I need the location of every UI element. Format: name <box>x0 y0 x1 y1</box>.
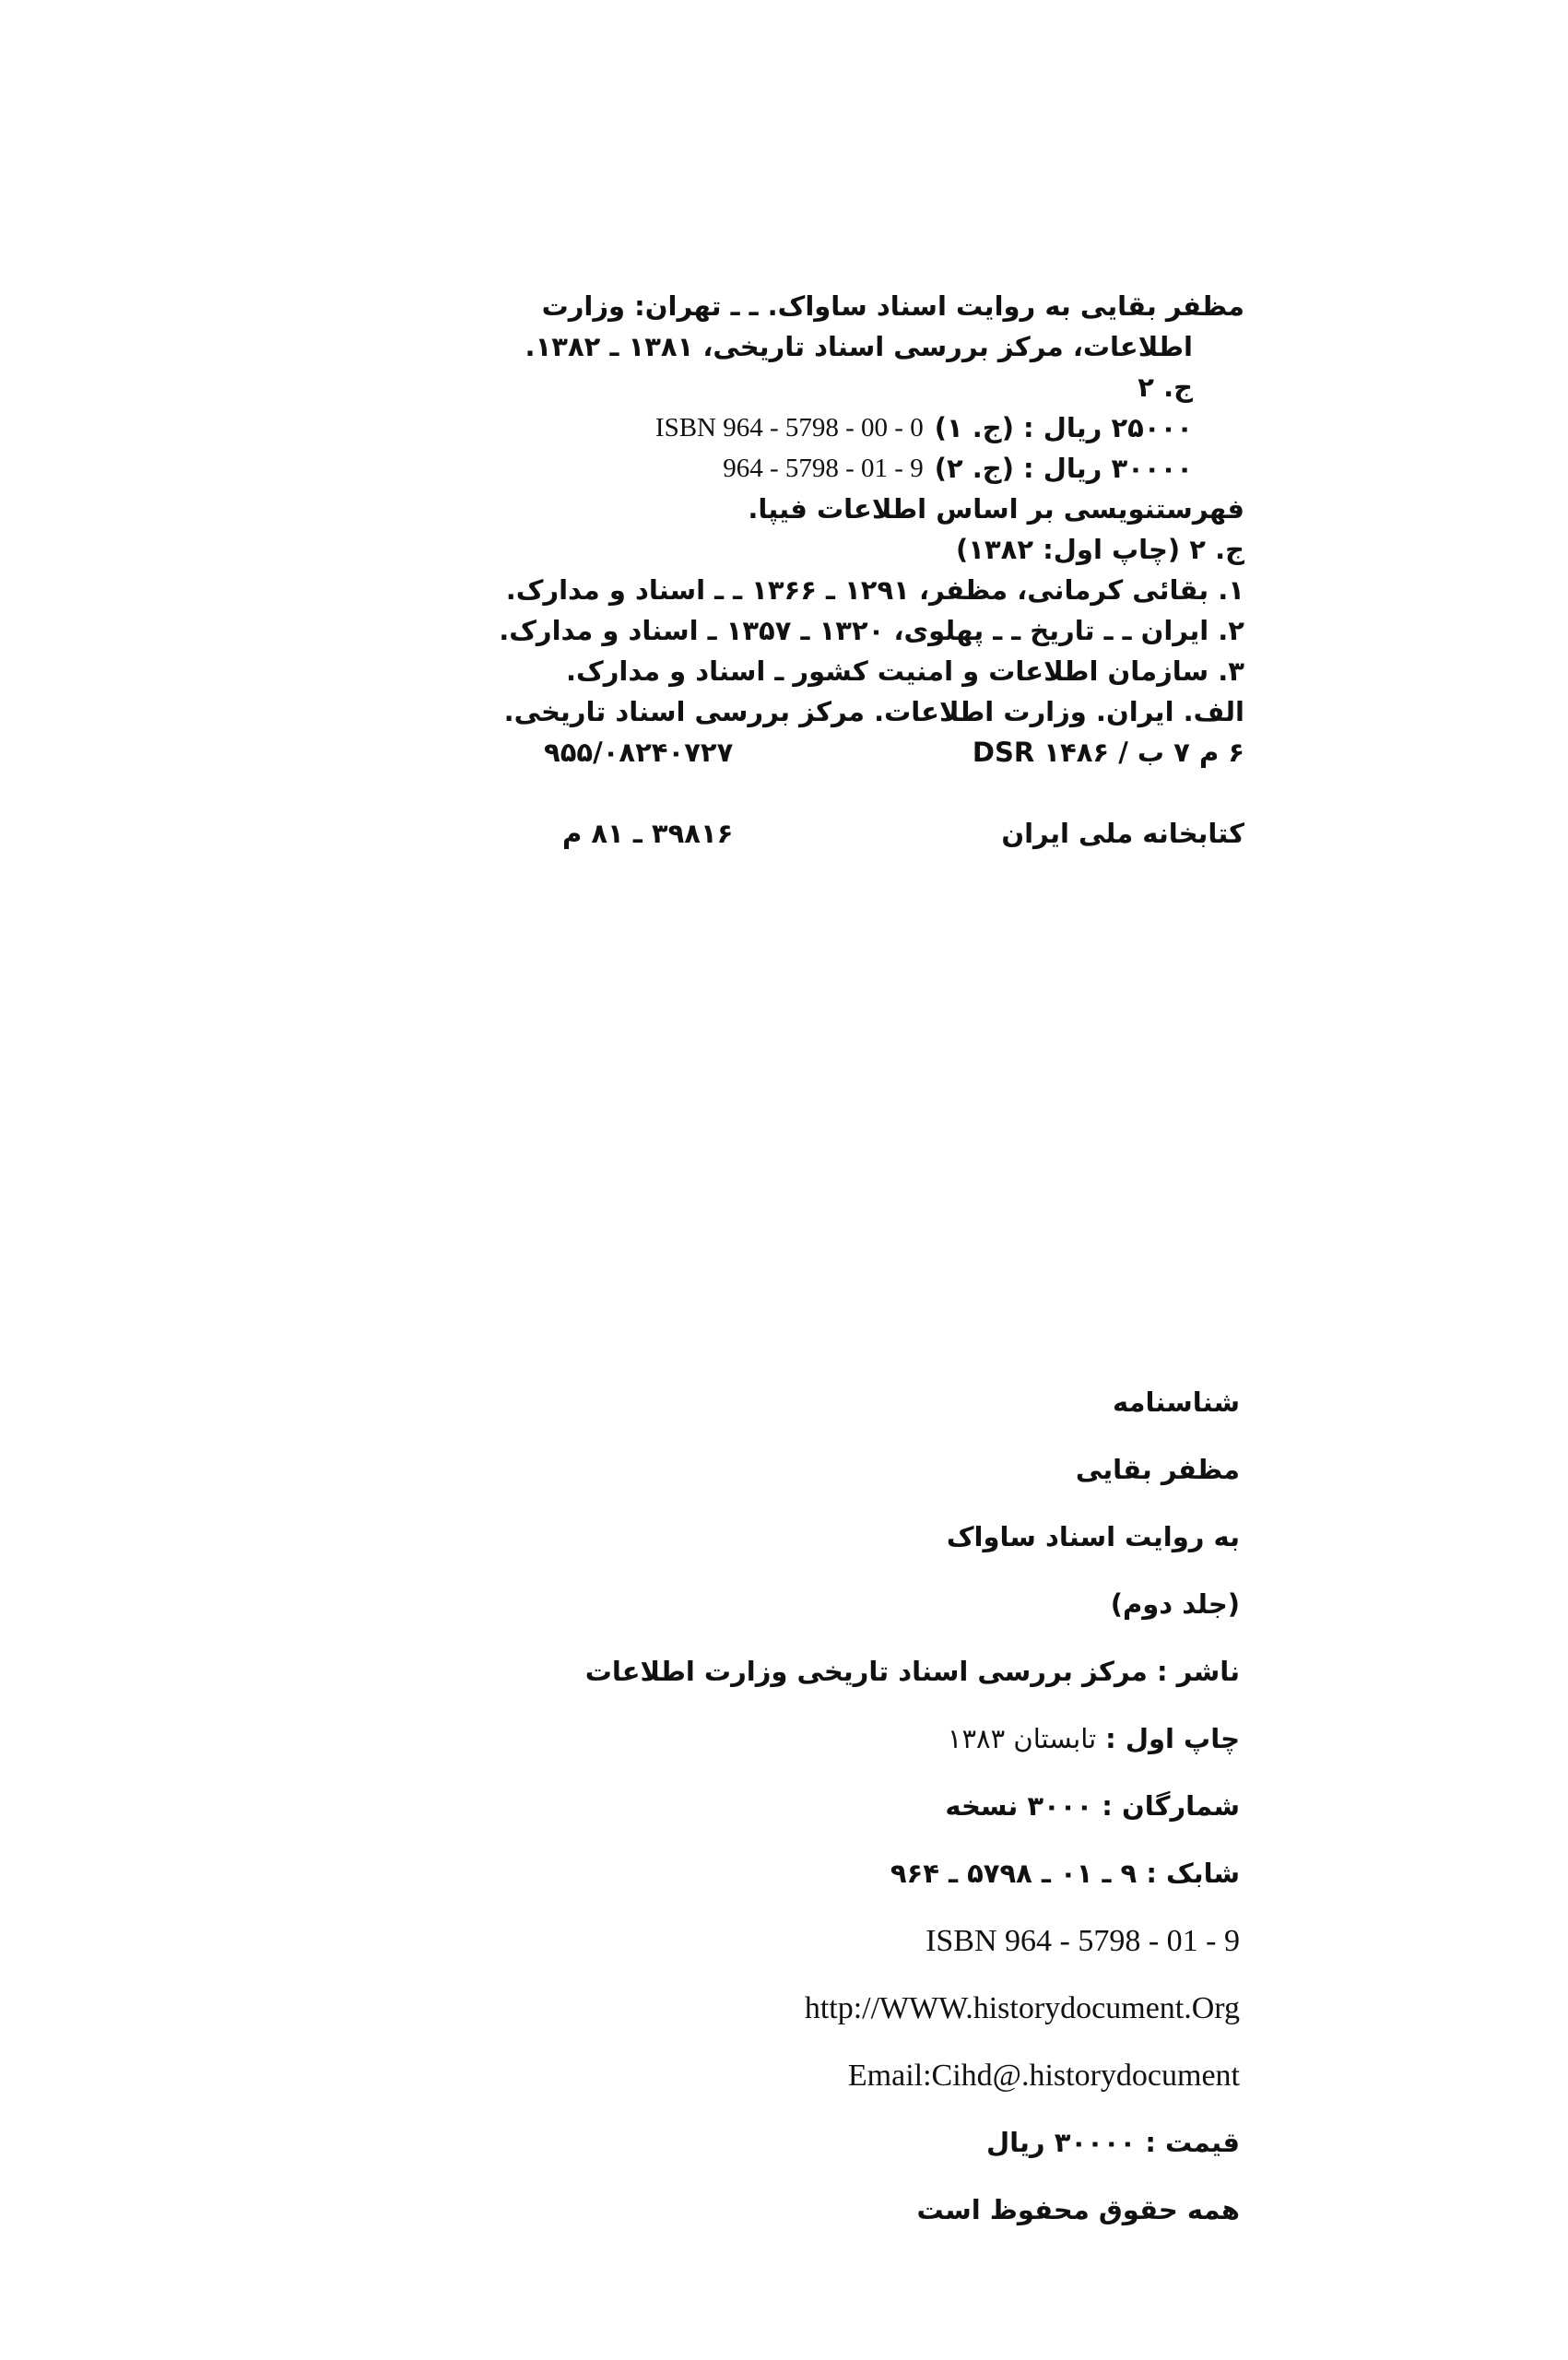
cip-library-name: کتابخانه ملی ایران <box>1001 818 1244 849</box>
colophon-email: Email:Cihd@.historydocument <box>847 2059 1240 2093</box>
cip-classification-row <box>544 732 1244 773</box>
colophon-volume: (جلد دوم) <box>1110 1588 1240 1620</box>
cataloging-block <box>498 286 1244 854</box>
colophon-isbn: ISBN 964 - 5798 - 01 - 9 <box>925 1924 1240 1958</box>
cip-line-title: مظفر بقایی به روایت اسناد ساواک. ـ ـ تهران: وزارت <box>541 290 1244 322</box>
colophon-url: http://WWW.historydocument.Org <box>804 1991 1240 2025</box>
cip-subject-2: ۲. ایران ـ ـ تاریخ ـ ـ پهلوی، ۱۳۲۰ ـ ۱۳۵۷ ـ اسناد و مدارک. <box>499 615 1244 646</box>
cip-line-volumes: ج. ۲ <box>1138 372 1193 403</box>
cip-price-row-1 <box>498 407 1244 448</box>
colophon-block <box>553 1369 1240 2244</box>
colophon-rights: همه حقوق محفوظ است <box>916 2194 1240 2225</box>
cip-price-vol2: ۳۰۰۰۰ ریال : (ج. ۲) <box>934 453 1193 484</box>
cip-price-vol1: ۲۵۰۰۰ ریال : (ج. ۱) <box>934 412 1193 443</box>
colophon-price: قیمت : ۳۰۰۰۰ ریال <box>985 2127 1240 2158</box>
cip-isbn-vol2: 964 - 5798 - 01 - 9 <box>723 454 924 483</box>
cip-author-entry: الف. ایران. وزارت اطلاعات. مرکز بررسی اسناد تاریخی. <box>503 696 1244 727</box>
cip-line-fipa: فهرستنویسی بر اساس اطلاعات فیپا. <box>748 493 1244 525</box>
cip-subject-3: ۳. سازمان اطلاعات و امنیت کشور ـ اسناد و مدارک. <box>565 655 1244 687</box>
cip-line-edition: ج. ۲ (چاپ اول: ۱۳۸۲) <box>956 534 1244 565</box>
first-print-value: تابستان ۱۳۸۳ <box>947 1723 1097 1754</box>
cip-library-row <box>562 813 1244 854</box>
colophon-author: مظفر بقایی <box>1075 1454 1240 1485</box>
colophon-title: به روایت اسناد ساواک <box>946 1521 1240 1552</box>
cip-library-number: ۳۹۸۱۶ ـ ۸۱ م <box>562 818 734 849</box>
cip-line-publisher: اطلاعات، مرکز بررسی اسناد تاریخی، ۱۳۸۱ ـ ۱۳۸۲. <box>525 331 1193 362</box>
cip-subject-1: ۱. بقائی کرمانی، مظفر، ۱۲۹۱ ـ ۱۳۶۶ ـ ـ اسناد و مدارک. <box>505 574 1244 606</box>
cip-lc-class: ۶ م ۷ ب / DSR ۱۴۸۶ <box>972 737 1244 768</box>
colophon-heading: شناسنامه <box>1112 1386 1240 1418</box>
colophon-shabak: شابک : ۹ ـ ۰۱ ـ ۵۷۹۸ ـ ۹۶۴ <box>890 1858 1240 1889</box>
cip-dewey: ۹۵۵/۰۸۲۴۰۷۲۷ <box>544 737 734 768</box>
colophon-circulation: شمارگان : ۳۰۰۰ نسخه <box>945 1790 1240 1822</box>
colophon-first-print <box>553 1705 1240 1773</box>
cip-isbn-vol1: ISBN 964 - 5798 - 00 - 0 <box>654 413 924 442</box>
first-print-label: چاپ اول : <box>1105 1723 1240 1754</box>
cip-price-row-2 <box>498 448 1244 489</box>
colophon-publisher: ناشر : مرکز بررسی اسناد تاریخی وزارت اطلاعات <box>584 1656 1240 1687</box>
